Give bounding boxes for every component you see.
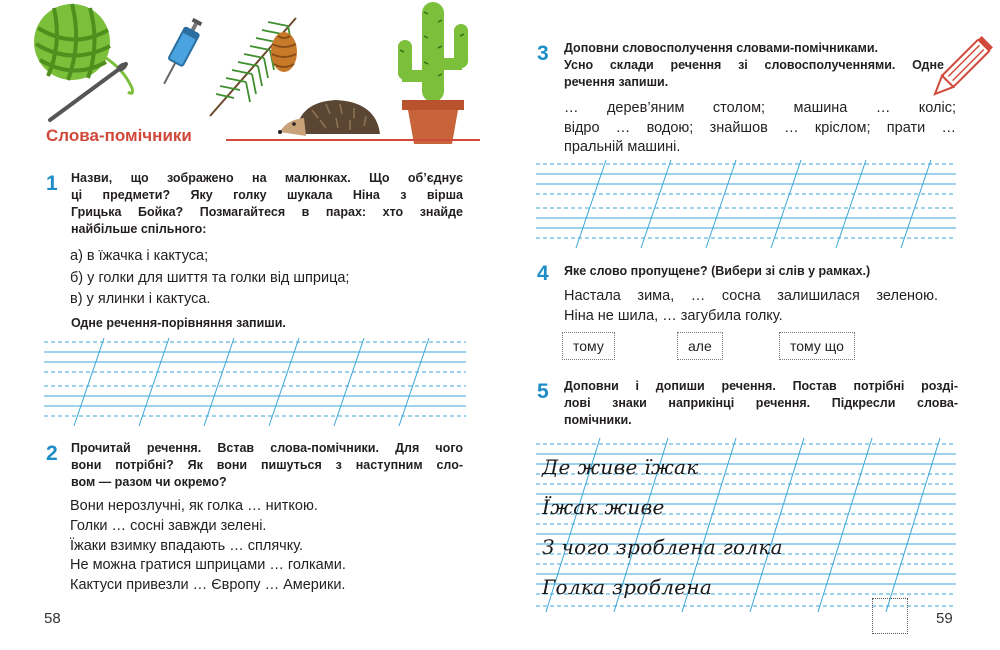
page-number-right: 59 bbox=[936, 610, 953, 627]
task-2-sentence: Голки … сосні завжди зелені. bbox=[70, 517, 267, 534]
task-2-line: вом — разом чи окремо? bbox=[71, 475, 227, 489]
task-4-text bbox=[564, 286, 938, 326]
task-1-item: а) в їжачка і кактуса; bbox=[70, 248, 209, 264]
writing-lines-right-1 bbox=[536, 160, 956, 248]
task-3-text bbox=[564, 99, 956, 158]
task-3-line: Усно склади речення зі словосполученнями. Одне bbox=[564, 58, 944, 72]
task-1-item: б) у голки для шиття та голки від шприца; bbox=[70, 269, 350, 286]
task-2-line: Прочитай речення. Встав слова-помічники. Для чого bbox=[71, 441, 463, 455]
word-box-ale: але bbox=[677, 332, 723, 360]
sewing-needle-icon bbox=[42, 58, 132, 128]
handwritten-line-3: З чого зроблена голка bbox=[542, 535, 783, 559]
task-3-number: 3 bbox=[537, 42, 549, 65]
task-3-text-line: відро … водою; знайшов … кріслом; прати … bbox=[564, 119, 956, 136]
task-2-sentence: Вони нерозлучні, як голка … ниткою. bbox=[70, 498, 318, 514]
writing-lines-left bbox=[44, 338, 466, 426]
task-2-line: вони потрібні? Як вони пишуться з наступним сло- bbox=[71, 458, 463, 472]
cactus-icon bbox=[388, 0, 478, 145]
task-4-number: 4 bbox=[537, 262, 549, 285]
task-1-line: ці предмети? Яку голку шукала Ніна з вірша bbox=[71, 188, 463, 202]
pine-cone-icon bbox=[264, 22, 304, 78]
self-check-box bbox=[872, 598, 908, 634]
task-3-text-line: пральній машині. bbox=[564, 139, 681, 155]
task-2-number: 2 bbox=[46, 442, 58, 465]
handwritten-line-2: Їжак живе bbox=[542, 495, 665, 519]
task-2-sentence: Кактуси привезли … Європу … Америки. bbox=[70, 577, 346, 594]
hedgehog-icon bbox=[276, 96, 386, 142]
task-4-text-line: Ніна не шила, … загубила голку. bbox=[564, 308, 783, 324]
task-1-number: 1 bbox=[46, 172, 58, 195]
handwritten-line-1: Де живе їжак bbox=[542, 455, 699, 479]
task-2-sentences bbox=[70, 497, 470, 596]
task-5-number: 5 bbox=[537, 380, 549, 403]
task-2-sentence: Їжаки взимку впадають … сплячку. bbox=[70, 537, 304, 554]
task-4-instruction: Яке слово пропущене? (Вибери зі слів у рамках.) bbox=[564, 264, 871, 278]
task-5-line: Доповни і допиши речення. Постав потрібні розді- bbox=[564, 379, 958, 393]
task-1-line: Назви, що зображено на малюнках. Що об’єднує bbox=[71, 171, 463, 185]
task-1-items bbox=[70, 246, 470, 311]
word-box-tomu-shcho: тому що bbox=[779, 332, 855, 360]
task-5-line: помічники. bbox=[564, 413, 632, 427]
right-page bbox=[500, 0, 1000, 650]
word-box-tomu: тому bbox=[562, 332, 615, 360]
task-1-line: найбільше спільного: bbox=[71, 222, 207, 236]
task-1-write-instruction: Одне речення-порівняння запиши. bbox=[71, 316, 286, 330]
page-number-left: 58 bbox=[44, 610, 61, 627]
task-2-sentence: Не можна гратися шприцами … голками. bbox=[70, 557, 346, 574]
task-1-instruction bbox=[71, 170, 463, 238]
task-1-line: Грицька Бойка? Позмагайтеся в парах: хто знайде bbox=[71, 205, 463, 219]
task-3-instruction bbox=[564, 40, 944, 91]
title-underline bbox=[226, 139, 480, 141]
task-4-text-line: Настала зима, … сосна залишилася зеленою. bbox=[564, 288, 938, 304]
task-3-line: Доповни словосполучення словами-помічниками. bbox=[564, 41, 879, 55]
task-1-item: в) у ялинки і кактуса. bbox=[70, 291, 211, 307]
section-title: Слова-помічники bbox=[46, 126, 192, 145]
task-5-instruction bbox=[564, 378, 958, 429]
task-2-instruction bbox=[71, 440, 463, 491]
task-3-text-line: … дерев’яним столом; машина … коліс; bbox=[564, 100, 956, 116]
handwritten-line-4: Голка зроблена bbox=[542, 575, 713, 599]
task-5-line: лові знаки наприкінці речення. Підкресли слова- bbox=[564, 396, 958, 410]
task-3-line: речення запиши. bbox=[564, 75, 669, 89]
